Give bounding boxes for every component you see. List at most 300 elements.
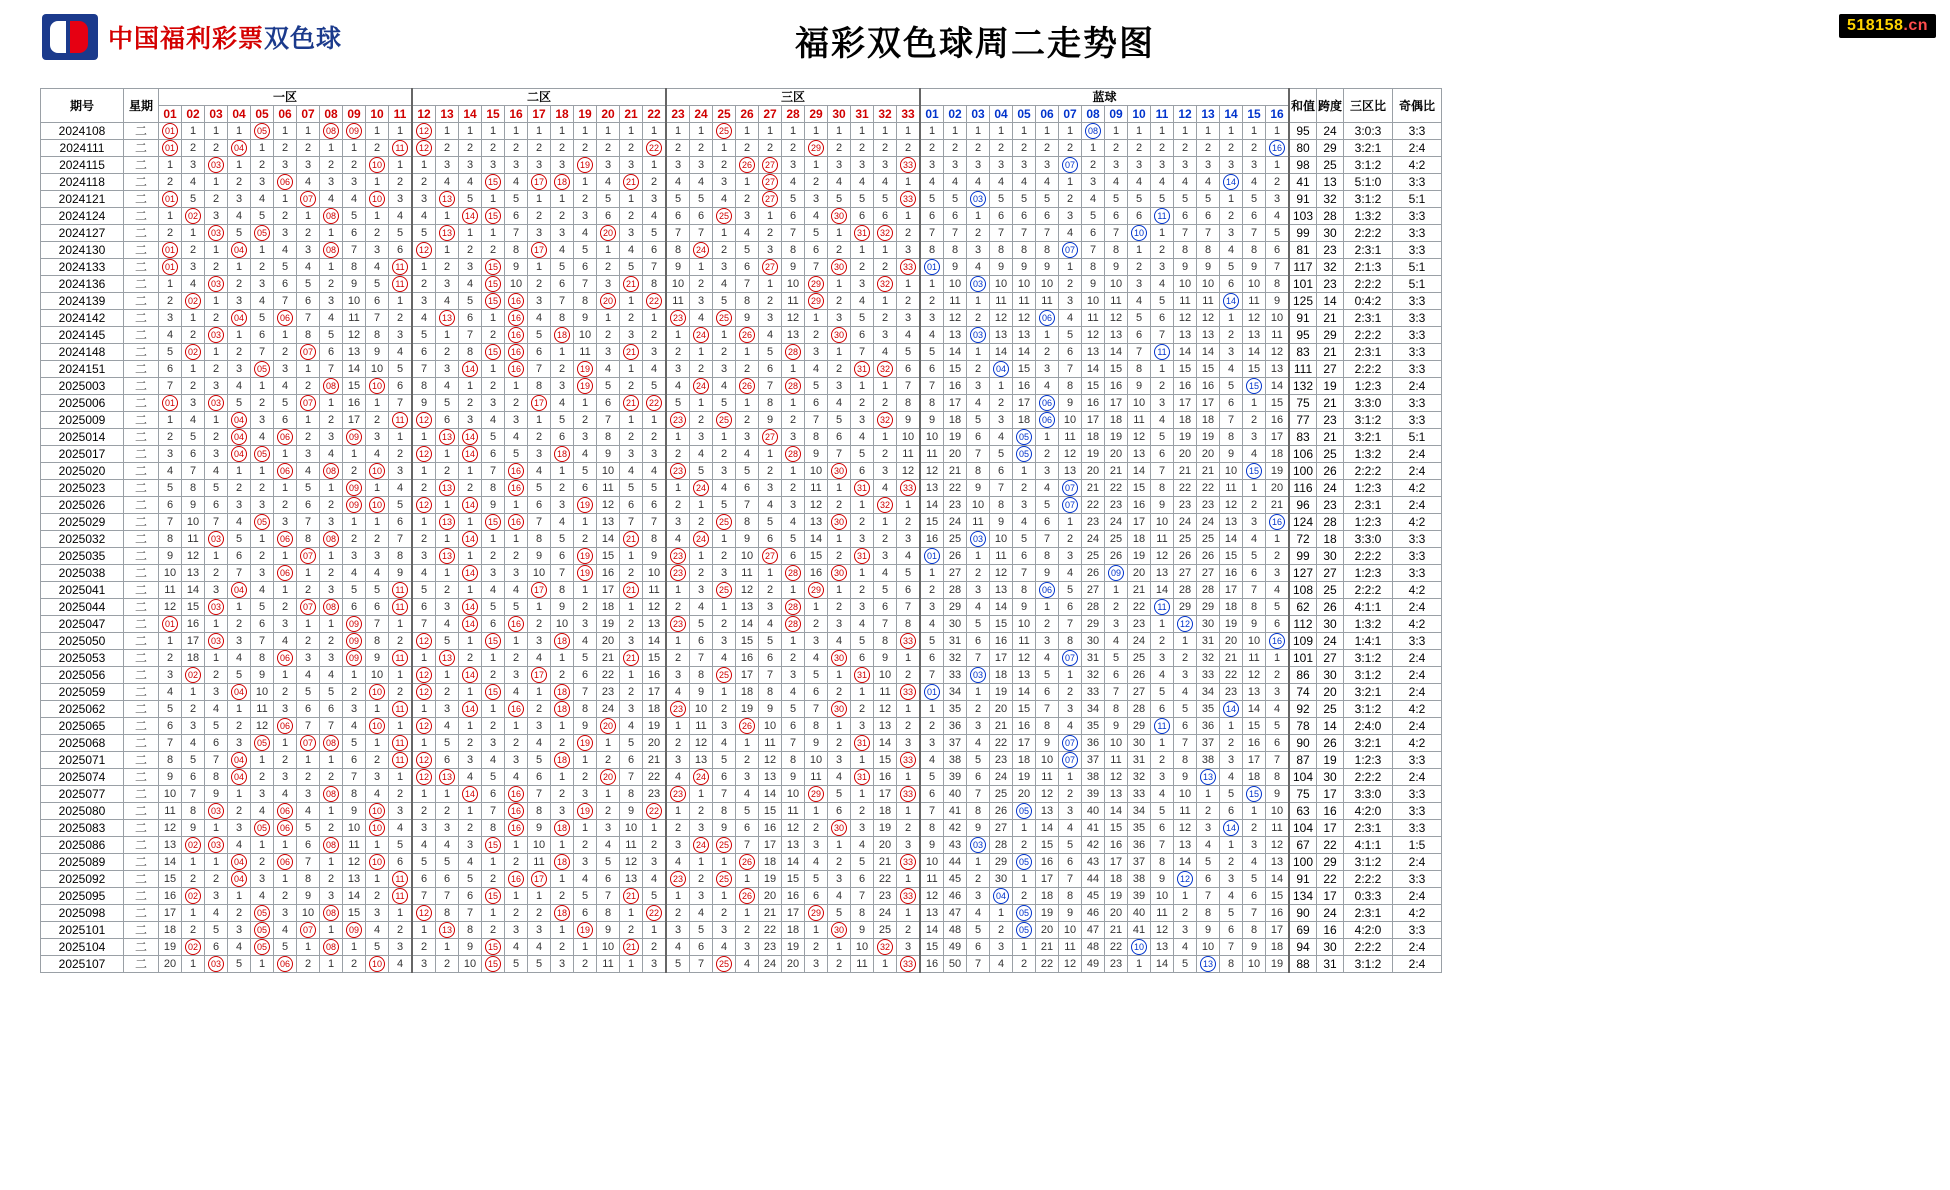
cell-red-19	[574, 361, 597, 378]
cell-red-18: 6	[551, 429, 574, 446]
red-ball-icon: 19	[577, 803, 593, 819]
cell-red-19: 11	[574, 344, 597, 361]
cell-red-31: 2	[851, 701, 874, 718]
red-ball-icon: 24	[693, 769, 709, 785]
cell-blue-09: 21	[1105, 463, 1128, 480]
cell-red-18: 7	[551, 293, 574, 310]
red-ball-icon: 18	[554, 905, 570, 921]
cell-blue-06: 4	[1036, 650, 1059, 667]
cell-blue-10: 4	[1128, 174, 1151, 191]
cell-blue-08: 39	[1082, 786, 1105, 803]
cell-red-11: 1	[389, 429, 413, 446]
cell-blue-06: 9	[1036, 565, 1059, 582]
cell-blue-09: 23	[1105, 956, 1128, 973]
cell-red-13: 6	[436, 412, 459, 429]
cell-odd-even: 3:3	[1393, 310, 1442, 327]
cell-red-23: 7	[666, 225, 690, 242]
cell-blue-02: 5	[944, 191, 967, 208]
cell-red-12: 1	[412, 650, 436, 667]
cell-red-22: 23	[643, 786, 667, 803]
cell-red-24: 2	[690, 871, 713, 888]
cell-odd-even: 4:2	[1393, 616, 1442, 633]
th-red-col-32: 32	[874, 106, 897, 123]
table-row	[41, 548, 1442, 565]
cell-red-01: 7	[159, 514, 182, 531]
cell-span: 21	[1317, 310, 1344, 327]
cell-red-20	[597, 769, 620, 786]
cell-red-07: 4	[297, 803, 320, 820]
cell-red-08: 2	[320, 157, 343, 174]
cell-red-20: 8	[597, 429, 620, 446]
cell-red-10: 3	[366, 769, 389, 786]
cell-red-12: 1	[412, 259, 436, 276]
cell-red-21	[620, 531, 643, 548]
cell-sum: 95	[1289, 327, 1317, 344]
cell-blue-07: 3	[1059, 803, 1082, 820]
red-ball-icon: 21	[623, 395, 639, 411]
cell-blue-16: 16	[1266, 905, 1290, 922]
red-ball-icon: 30	[831, 259, 847, 275]
red-ball-icon: 06	[277, 956, 293, 972]
th-span: 跨度	[1317, 89, 1344, 123]
cell-red-18: 2	[551, 480, 574, 497]
cell-blue-07: 7	[1059, 361, 1082, 378]
cell-span: 25	[1317, 157, 1344, 174]
cell-red-22: 1	[643, 412, 667, 429]
cell-blue-07	[1059, 480, 1082, 497]
cell-red-01: 5	[159, 701, 182, 718]
cell-red-14: 1	[459, 803, 482, 820]
cell-blue-10: 30	[1128, 735, 1151, 752]
cell-red-27: 4	[759, 327, 782, 344]
cell-span: 30	[1317, 225, 1344, 242]
cell-blue-06: 3	[1036, 361, 1059, 378]
cell-blue-16: 3	[1266, 565, 1290, 582]
cell-red-17	[528, 395, 551, 412]
cell-span: 26	[1317, 463, 1344, 480]
cell-red-21: 2	[620, 208, 643, 225]
cell-red-25: 7	[713, 786, 736, 803]
cell-red-33: 10	[897, 429, 921, 446]
cell-red-05: 1	[251, 242, 274, 259]
cell-red-31	[851, 667, 874, 684]
cell-red-03: 2	[205, 429, 228, 446]
red-ball-icon: 12	[416, 684, 432, 700]
cell-blue-09: 3	[1105, 157, 1128, 174]
cell-red-02: 2	[182, 922, 205, 939]
cell-blue-04: 11	[990, 293, 1013, 310]
cell-red-01: 2	[159, 225, 182, 242]
cell-red-29: 14	[805, 531, 828, 548]
cell-blue-03: 3	[967, 242, 990, 259]
cell-red-33	[897, 854, 921, 871]
cell-red-31: 4	[851, 429, 874, 446]
cell-red-18: 5	[551, 531, 574, 548]
cell-red-18: 6	[551, 276, 574, 293]
cell-red-32: 24	[874, 905, 897, 922]
cell-red-05: 3	[251, 871, 274, 888]
cell-blue-08: 23	[1082, 514, 1105, 531]
cell-blue-04: 20	[990, 701, 1013, 718]
red-ball-icon: 33	[900, 956, 916, 972]
cell-red-27: 5	[759, 633, 782, 650]
cell-red-19: 3	[574, 616, 597, 633]
cell-red-15: 1	[482, 361, 505, 378]
red-ball-icon: 13	[439, 922, 455, 938]
cell-red-23: 1	[666, 633, 690, 650]
cell-blue-03: 2	[967, 310, 990, 327]
cell-blue-14: 1	[1220, 191, 1243, 208]
cell-red-32: 1	[874, 429, 897, 446]
cell-blue-12: 14	[1174, 344, 1197, 361]
cell-red-01	[159, 140, 182, 157]
cell-red-14	[459, 565, 482, 582]
cell-red-28: 10	[782, 276, 805, 293]
red-ball-icon: 05	[254, 123, 270, 139]
cell-red-18: 1	[551, 463, 574, 480]
red-ball-icon: 01	[162, 191, 178, 207]
cell-blue-13: 33	[1197, 667, 1220, 684]
cell-red-02: 5	[182, 191, 205, 208]
cell-red-25: 4	[713, 939, 736, 956]
blue-ball-icon: 14	[1223, 293, 1239, 309]
cell-red-27: 13	[759, 769, 782, 786]
cell-blue-12: 12	[1174, 820, 1197, 837]
cell-red-30	[828, 820, 851, 837]
cell-blue-09: 14	[1105, 344, 1128, 361]
cell-red-19: 2	[574, 599, 597, 616]
cell-blue-08: 25	[1082, 548, 1105, 565]
cell-span: 25	[1317, 582, 1344, 599]
cell-red-10	[366, 378, 389, 395]
cell-red-14: 1	[459, 225, 482, 242]
red-ball-icon: 16	[508, 361, 524, 377]
cell-red-10: 3	[366, 242, 389, 259]
cell-blue-04: 27	[990, 820, 1013, 837]
cell-issue: 2025014	[41, 429, 124, 446]
cell-red-09: 7	[343, 769, 366, 786]
red-ball-icon: 29	[808, 140, 824, 156]
cell-red-05: 4	[251, 191, 274, 208]
cell-red-02: 2	[182, 327, 205, 344]
cell-blue-14: 1	[1220, 837, 1243, 854]
cell-red-10	[366, 718, 389, 735]
cell-blue-07: 11	[1059, 429, 1082, 446]
cell-red-32: 7	[874, 616, 897, 633]
cell-sum: 63	[1289, 803, 1317, 820]
cell-week: 二	[124, 310, 159, 327]
cell-red-24	[690, 769, 713, 786]
cell-red-22: 19	[643, 718, 667, 735]
cell-red-32: 2	[874, 140, 897, 157]
cell-issue: 2024111	[41, 140, 124, 157]
cell-red-20: 1	[597, 310, 620, 327]
cell-blue-13: 23	[1197, 497, 1220, 514]
cell-blue-05	[1013, 905, 1036, 922]
cell-red-16	[505, 701, 528, 718]
cell-red-12: 1	[412, 514, 436, 531]
cell-red-14	[459, 599, 482, 616]
cell-blue-14	[1220, 820, 1243, 837]
cell-week: 二	[124, 854, 159, 871]
cell-blue-04: 5	[990, 191, 1013, 208]
cell-red-01	[159, 191, 182, 208]
cell-blue-10: 2	[1128, 140, 1151, 157]
cell-red-28: 1	[782, 633, 805, 650]
cell-red-17: 6	[528, 769, 551, 786]
cell-red-16	[505, 361, 528, 378]
cell-blue-03	[967, 191, 990, 208]
cell-red-10: 9	[366, 344, 389, 361]
cell-blue-12: 10	[1174, 786, 1197, 803]
cell-blue-14: 3	[1220, 871, 1243, 888]
cell-red-03: 1	[205, 650, 228, 667]
cell-blue-13: 5	[1197, 191, 1220, 208]
cell-red-16: 3	[505, 752, 528, 769]
cell-red-04: 2	[228, 344, 251, 361]
cell-red-31: 3	[851, 599, 874, 616]
cell-red-28: 9	[782, 259, 805, 276]
cell-red-07: 8	[297, 327, 320, 344]
cell-red-07	[297, 599, 320, 616]
cell-blue-16	[1266, 140, 1290, 157]
cell-blue-03: 4	[967, 174, 990, 191]
cell-week: 二	[124, 225, 159, 242]
cell-red-33: 8	[897, 616, 921, 633]
cell-red-01	[159, 616, 182, 633]
cell-red-15: 1	[482, 123, 505, 140]
cell-span: 21	[1317, 395, 1344, 412]
cell-red-11	[389, 599, 413, 616]
cell-red-11: 4	[389, 344, 413, 361]
cell-blue-10: 36	[1128, 837, 1151, 854]
red-ball-icon: 15	[485, 837, 501, 853]
cell-red-23: 4	[666, 939, 690, 956]
cell-blue-14: 21	[1220, 650, 1243, 667]
cell-red-05	[251, 905, 274, 922]
cell-odd-even: 3:3	[1393, 871, 1442, 888]
cell-span: 13	[1317, 174, 1344, 191]
cell-issue: 2025059	[41, 684, 124, 701]
cell-red-26: 5	[736, 463, 759, 480]
cell-red-17: 3	[528, 293, 551, 310]
cell-blue-06: 12	[1036, 786, 1059, 803]
cell-red-05: 5	[251, 208, 274, 225]
cell-red-13: 3	[436, 276, 459, 293]
cell-red-29: 8	[805, 718, 828, 735]
cell-red-06: 2	[274, 888, 297, 905]
cell-blue-11: 6	[1151, 701, 1174, 718]
cell-zone-ratio: 2:1:3	[1344, 259, 1393, 276]
cell-blue-05: 9	[1013, 599, 1036, 616]
cell-red-22: 5	[643, 480, 667, 497]
cell-blue-15: 2	[1243, 412, 1266, 429]
red-ball-icon: 07	[300, 599, 316, 615]
cell-red-21: 3	[620, 701, 643, 718]
cell-red-04: 7	[228, 565, 251, 582]
cell-red-33: 3	[897, 310, 921, 327]
red-ball-icon: 15	[485, 293, 501, 309]
red-ball-icon: 28	[785, 344, 801, 360]
cell-red-30: 1	[828, 582, 851, 599]
cell-red-05	[251, 123, 274, 140]
cell-red-18: 5	[551, 412, 574, 429]
cell-red-04: 3	[228, 361, 251, 378]
cell-red-24: 2	[690, 514, 713, 531]
cell-span: 27	[1317, 565, 1344, 582]
cell-red-32: 4	[874, 344, 897, 361]
cell-red-24	[690, 242, 713, 259]
cell-red-15: 4	[482, 582, 505, 599]
cell-blue-11: 8	[1151, 854, 1174, 871]
cell-red-06	[274, 565, 297, 582]
blue-ball-icon: 16	[1269, 140, 1285, 156]
cell-red-07: 8	[297, 531, 320, 548]
cell-blue-04: 4	[990, 174, 1013, 191]
cell-red-17: 9	[528, 548, 551, 565]
cell-blue-10: 1	[1128, 242, 1151, 259]
cell-blue-15: 10	[1243, 956, 1266, 973]
cell-red-07: 3	[297, 650, 320, 667]
cell-odd-even: 1:5	[1393, 837, 1442, 854]
cell-red-02: 10	[182, 514, 205, 531]
cell-red-08: 1	[320, 225, 343, 242]
cell-blue-13: 5	[1197, 854, 1220, 871]
cell-red-33	[897, 633, 921, 650]
cell-issue: 2025032	[41, 531, 124, 548]
cell-red-26: 8	[736, 293, 759, 310]
red-ball-icon: 03	[208, 531, 224, 547]
cell-red-28: 9	[782, 769, 805, 786]
cell-week: 二	[124, 497, 159, 514]
cell-red-02: 1	[182, 310, 205, 327]
cell-red-21: 3	[620, 327, 643, 344]
cell-red-11: 9	[389, 565, 413, 582]
cell-odd-even: 2:4	[1393, 140, 1442, 157]
red-ball-icon: 23	[670, 701, 686, 717]
cell-red-24: 7	[690, 650, 713, 667]
cell-red-05: 9	[251, 667, 274, 684]
cell-red-25: 1	[713, 140, 736, 157]
cell-blue-05: 4	[1013, 174, 1036, 191]
blue-ball-icon: 11	[1154, 718, 1170, 734]
cell-red-11	[389, 735, 413, 752]
cell-blue-16: 5	[1266, 718, 1290, 735]
cell-blue-13: 31	[1197, 633, 1220, 650]
cell-red-29: 10	[805, 752, 828, 769]
cell-red-14: 5	[459, 191, 482, 208]
cell-red-25: 2	[713, 616, 736, 633]
red-ball-icon: 10	[369, 157, 385, 173]
cell-blue-09: 16	[1105, 837, 1128, 854]
cell-red-33: 11	[897, 446, 921, 463]
cell-blue-16: 3	[1266, 191, 1290, 208]
cell-span: 20	[1317, 684, 1344, 701]
cell-red-31: 1	[851, 752, 874, 769]
cell-red-31: 1	[851, 565, 874, 582]
cell-issue: 2025026	[41, 497, 124, 514]
cell-red-09	[343, 429, 366, 446]
cell-red-11: 2	[389, 922, 413, 939]
cell-sum: 101	[1289, 650, 1317, 667]
red-ball-icon: 11	[392, 599, 408, 615]
cell-red-13	[436, 225, 459, 242]
red-ball-icon: 29	[808, 276, 824, 292]
cell-issue: 2024139	[41, 293, 124, 310]
cell-blue-05: 12	[1013, 650, 1036, 667]
cell-red-24	[690, 327, 713, 344]
cell-red-01: 20	[159, 956, 182, 973]
cell-red-30	[828, 259, 851, 276]
cell-red-20: 7	[597, 412, 620, 429]
cell-red-23: 9	[666, 259, 690, 276]
cell-red-29	[805, 786, 828, 803]
cell-blue-15: 9	[1243, 939, 1266, 956]
cell-red-17: 4	[528, 939, 551, 956]
cell-blue-02: 46	[944, 888, 967, 905]
cell-red-08: 3	[320, 888, 343, 905]
cell-red-24: 5	[690, 616, 713, 633]
cell-red-18	[551, 752, 574, 769]
cell-red-26: 2	[736, 140, 759, 157]
cell-red-32: 1	[874, 242, 897, 259]
cell-red-26: 6	[736, 480, 759, 497]
cell-red-15: 2	[482, 242, 505, 259]
cell-odd-even: 3:3	[1393, 327, 1442, 344]
cell-red-29	[805, 582, 828, 599]
cell-blue-07: 2	[1059, 191, 1082, 208]
cell-red-21: 5	[620, 480, 643, 497]
cell-red-29: 3	[805, 837, 828, 854]
cell-red-30: 2	[828, 548, 851, 565]
cell-week: 二	[124, 599, 159, 616]
cell-red-32	[874, 939, 897, 956]
red-ball-icon: 33	[900, 259, 916, 275]
cell-red-11: 1	[389, 769, 413, 786]
cell-blue-07: 11	[1059, 939, 1082, 956]
cell-red-29: 1	[805, 599, 828, 616]
cell-red-20: 12	[597, 497, 620, 514]
cell-red-33: 12	[897, 463, 921, 480]
red-ball-icon: 16	[508, 820, 524, 836]
cell-red-26: 1	[736, 395, 759, 412]
cell-blue-14: 5	[1220, 905, 1243, 922]
cell-sum: 91	[1289, 191, 1317, 208]
red-ball-icon: 05	[254, 922, 270, 938]
cell-blue-13: 36	[1197, 718, 1220, 735]
cell-issue: 2025071	[41, 752, 124, 769]
red-ball-icon: 01	[162, 395, 178, 411]
cell-odd-even: 4:2	[1393, 480, 1442, 497]
cell-red-21	[620, 939, 643, 956]
cell-blue-01: 4	[920, 327, 944, 344]
cell-span: 32	[1317, 191, 1344, 208]
cell-red-33: 2	[897, 140, 921, 157]
cell-red-27	[759, 174, 782, 191]
cell-red-07: 2	[297, 429, 320, 446]
cell-red-09: 11	[343, 837, 366, 854]
cell-red-26	[736, 854, 759, 871]
blue-ball-icon: 09	[1108, 565, 1124, 581]
th-red-col-03: 03	[205, 106, 228, 123]
cell-sum: 94	[1289, 939, 1317, 956]
cell-red-01: 3	[159, 667, 182, 684]
cell-red-24: 2	[690, 412, 713, 429]
cell-blue-11: 4	[1151, 412, 1174, 429]
cell-red-10: 6	[366, 599, 389, 616]
cell-red-09: 15	[343, 378, 366, 395]
cell-blue-10	[1128, 225, 1151, 242]
